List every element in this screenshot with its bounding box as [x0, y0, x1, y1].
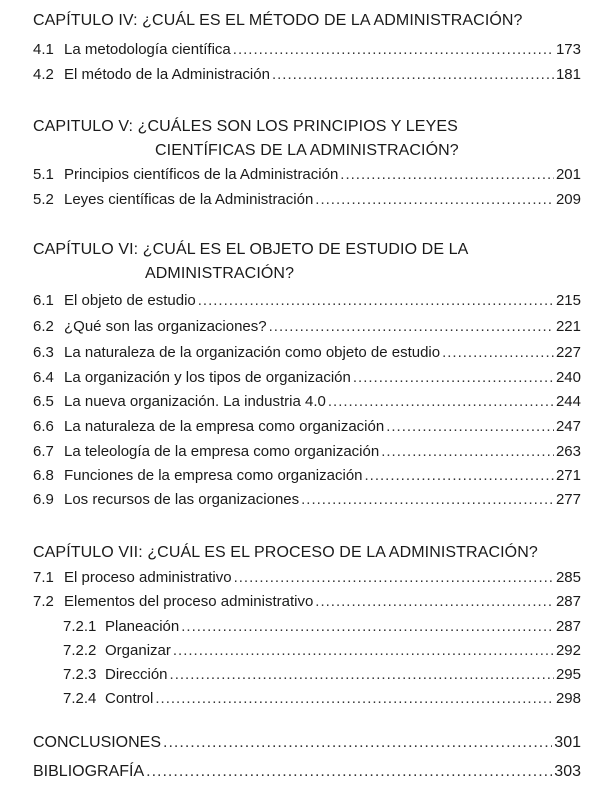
section-number: 4.1 [33, 41, 54, 58]
toc-entry-6-7[interactable] [33, 442, 581, 462]
subsection-title: Control [105, 690, 154, 707]
chapter-7-title: CAPÍTULO VII: ¿CUÁL ES EL PROCESO DE LA ADMINISTRACIÓN? [33, 544, 538, 561]
toc-entry-7-2-3[interactable] [63, 665, 581, 685]
section-number: 6.1 [33, 292, 54, 309]
dot-leader [386, 417, 554, 437]
page-number: 181 [555, 66, 581, 83]
back-matter-title: BIBLIOGRAFÍA [33, 763, 145, 780]
toc-entry-6-8[interactable] [33, 466, 581, 486]
section-number: 7.1 [33, 569, 54, 586]
chapter-4-title: CAPÍTULO IV: ¿CUÁL ES EL MÉTODO DE LA ADMINISTRACIÓN? [33, 12, 523, 29]
subsection-title: Organizar [105, 642, 171, 659]
page-number: 263 [555, 443, 581, 460]
page-number: 271 [555, 467, 581, 484]
section-number: 7.2 [33, 593, 54, 610]
dot-leader [146, 762, 552, 782]
toc-entry-4-1[interactable] [33, 40, 581, 60]
section-title: La metodología científica [64, 41, 231, 58]
dot-leader [269, 317, 554, 337]
chapter-5-title: CAPITULO V: ¿CUÁLES SON LOS PRINCIPIOS Y LEYES [33, 118, 458, 135]
page-number: 209 [555, 191, 581, 208]
page-number: 247 [555, 418, 581, 435]
dot-leader [198, 291, 554, 311]
dot-leader [442, 343, 554, 363]
page-number: 201 [555, 166, 581, 183]
toc-entry-6-6[interactable] [33, 417, 581, 437]
section-title: Funciones de la empresa como organización [64, 467, 363, 484]
section-title: La teleología de la empresa como organización [64, 443, 380, 460]
dot-leader [340, 165, 554, 185]
section-title: ¿Qué son las organizaciones? [64, 318, 267, 335]
page-number: 298 [555, 690, 581, 707]
subsection-number: 7.2.3 [63, 666, 97, 683]
dot-leader [353, 368, 554, 388]
toc-entry-7-2-4[interactable] [63, 689, 581, 709]
page-number: 244 [555, 393, 581, 410]
dot-leader [233, 40, 554, 60]
dot-leader [173, 641, 554, 661]
toc-entry-6-4[interactable] [33, 368, 581, 388]
toc-entry-4-2[interactable] [33, 65, 581, 85]
dot-leader [163, 733, 552, 753]
section-number: 6.4 [33, 369, 54, 386]
section-title: El método de la Administración [64, 66, 270, 83]
subsection-number: 7.2.4 [63, 690, 97, 707]
subsection-number: 7.2.1 [63, 618, 97, 635]
section-number: 6.7 [33, 443, 54, 460]
section-title: El proceso administrativo [64, 569, 232, 586]
page-number: 285 [555, 569, 581, 586]
section-title: La naturaleza de la empresa como organización [64, 418, 385, 435]
dot-leader [365, 466, 554, 486]
page-number: 295 [555, 666, 581, 683]
section-number: 6.6 [33, 418, 54, 435]
dot-leader [315, 190, 554, 210]
dot-leader [328, 392, 554, 412]
subsection-number: 7.2.2 [63, 642, 97, 659]
dot-leader [272, 65, 554, 85]
dot-leader [170, 665, 554, 685]
page-number: 227 [555, 344, 581, 361]
back-matter-title: CONCLUSIONES [33, 734, 162, 751]
chapter-6-title: CAPÍTULO VI: ¿CUÁL ES EL OBJETO DE ESTUDIO DE LA [33, 241, 469, 258]
page-number: 215 [555, 292, 581, 309]
subsection-title: Dirección [105, 666, 168, 683]
section-number: 5.1 [33, 166, 54, 183]
dot-leader [155, 689, 554, 709]
section-title: Principios científicos de la Administración [64, 166, 339, 183]
section-title: Elementos del proceso administrativo [64, 593, 314, 610]
page-number: 221 [555, 318, 581, 335]
toc-entry-5-2[interactable] [33, 190, 581, 210]
toc-entry-6-9[interactable] [33, 490, 581, 510]
toc-entry-7-2[interactable] [33, 592, 581, 612]
section-number: 6.8 [33, 467, 54, 484]
section-number: 6.3 [33, 344, 54, 361]
page-number: 287 [555, 593, 581, 610]
page-number: 301 [554, 734, 581, 751]
dot-leader [315, 592, 554, 612]
section-number: 4.2 [33, 66, 54, 83]
section-title: El objeto de estudio [64, 292, 196, 309]
toc-entry-bibliografia[interactable] [33, 762, 581, 782]
toc-entry-7-2-2[interactable] [63, 641, 581, 661]
section-title: Leyes científicas de la Administración [64, 191, 314, 208]
toc-entry-6-3[interactable] [33, 343, 581, 363]
section-number: 6.5 [33, 393, 54, 410]
subsection-title: Planeación [105, 618, 180, 635]
toc-entry-6-5[interactable] [33, 392, 581, 412]
toc-entry-conclusiones[interactable] [33, 733, 581, 753]
chapter-6-title-line2: ADMINISTRACIÓN? [145, 265, 295, 282]
section-title: La nueva organización. La industria 4.0 [64, 393, 326, 410]
dot-leader [381, 442, 554, 462]
toc-entry-5-1[interactable] [33, 165, 581, 185]
chapter-5-title-line2: CIENTÍFICAS DE LA ADMINISTRACIÓN? [155, 142, 459, 159]
dot-leader [234, 568, 554, 588]
section-number: 6.9 [33, 491, 54, 508]
page-number: 287 [555, 618, 581, 635]
toc-entry-6-2[interactable] [33, 317, 581, 337]
page-number: 240 [555, 369, 581, 386]
section-title: La organización y los tipos de organización [64, 369, 351, 386]
section-title: La naturaleza de la organización como objeto de estudio [64, 344, 441, 361]
section-number: 5.2 [33, 191, 54, 208]
dot-leader [301, 490, 554, 510]
page-number: 303 [554, 763, 581, 780]
toc-entry-6-1[interactable] [33, 291, 581, 311]
toc-entry-7-1[interactable] [33, 568, 581, 588]
page-number: 173 [555, 41, 581, 58]
page-number: 277 [555, 491, 581, 508]
section-number: 6.2 [33, 318, 54, 335]
toc-entry-7-2-1[interactable] [63, 617, 581, 637]
section-title: Los recursos de las organizaciones [64, 491, 300, 508]
page-number: 292 [555, 642, 581, 659]
dot-leader [181, 617, 554, 637]
